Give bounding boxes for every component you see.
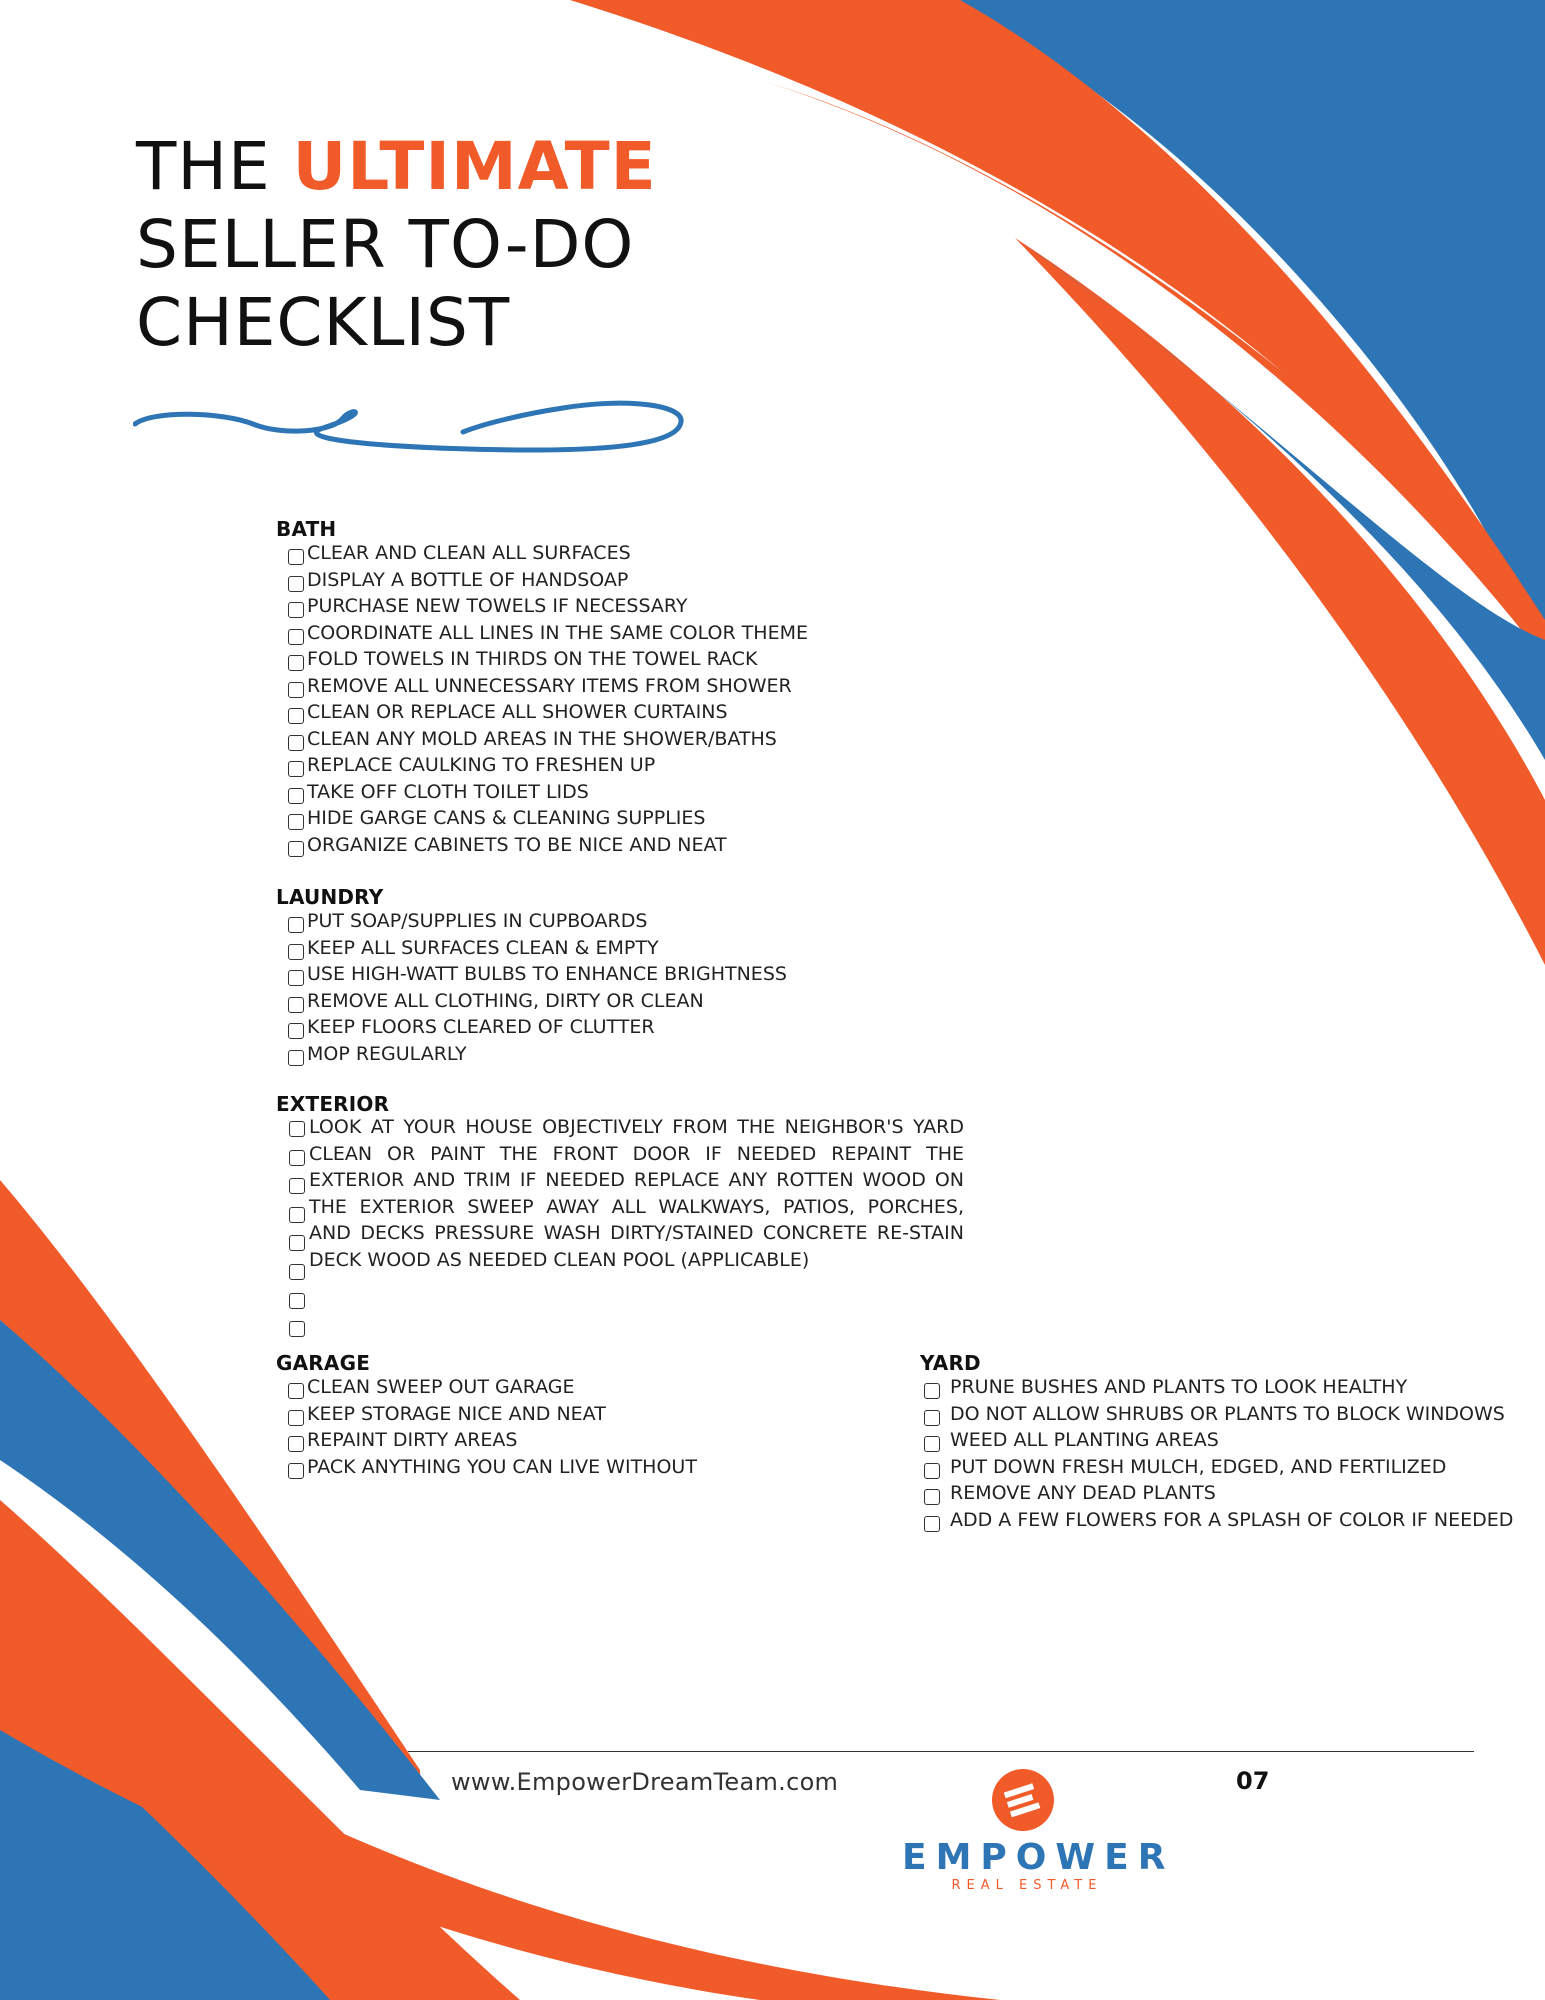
checklist-item-label: DO NOT ALLOW SHRUBS OR PLANTS TO BLOCK WINDOWS <box>950 1402 1505 1425</box>
empower-logo-icon <box>990 1767 1056 1833</box>
section-yard <box>920 1352 1513 1533</box>
checklist-item <box>276 673 808 700</box>
checklist-item-label: KEEP ALL SURFACES CLEAN & EMPTY <box>307 936 659 959</box>
checkbox[interactable] <box>289 1121 305 1137</box>
checklist-item-label: PUT DOWN FRESH MULCH, EDGED, AND FERTILIZED <box>950 1455 1447 1478</box>
logo-tagline: REAL ESTATE <box>951 1878 1103 1893</box>
checklist-item-label: COORDINATE ALL LINES IN THE SAME COLOR THEME <box>307 621 808 644</box>
checkbox[interactable] <box>288 602 304 618</box>
checklist-item <box>276 935 787 962</box>
checkbox[interactable] <box>288 708 304 724</box>
checklist-item <box>276 1041 787 1068</box>
checklist-item-label: CLEAR AND CLEAN ALL SURFACES <box>307 542 631 565</box>
checklist-item <box>920 1427 1513 1454</box>
checklist-item-label: USE HIGH-WATT BULBS TO ENHANCE BRIGHTNESS <box>307 963 787 986</box>
checkbox[interactable] <box>289 1235 305 1251</box>
checkbox[interactable] <box>288 944 304 960</box>
laundry-checklist <box>276 908 787 1067</box>
garage-checklist <box>276 1374 697 1480</box>
checkbox[interactable] <box>288 841 304 857</box>
checklist-item <box>276 832 808 859</box>
yard-heading: YARD <box>920 1351 981 1375</box>
checklist-item <box>276 988 787 1015</box>
footer-divider <box>408 1751 1474 1752</box>
checklist-item <box>276 540 808 567</box>
checklist-item <box>276 752 808 779</box>
bath-heading: BATH <box>276 517 337 541</box>
checklist-item-label: FOLD TOWELS IN THIRDS ON THE TOWEL RACK <box>307 648 758 671</box>
checklist-item-label: PURCHASE NEW TOWELS IF NECESSARY <box>307 595 688 618</box>
section-garage <box>276 1352 697 1480</box>
checklist-item-label: CLEAN OR REPLACE ALL SHOWER CURTAINS <box>307 701 728 724</box>
checklist-item-label: KEEP STORAGE NICE AND NEAT <box>307 1402 606 1425</box>
checklist-item-label: DISPLAY A BOTTLE OF HANDSOAP <box>307 568 629 591</box>
checklist-item <box>276 908 787 935</box>
checkbox[interactable] <box>288 576 304 592</box>
checklist-item-label: ADD A FEW FLOWERS FOR A SPLASH OF COLOR IF NEEDED <box>950 1508 1514 1531</box>
checklist-item-label: TAKE OFF CLOTH TOILET LIDS <box>307 780 589 803</box>
checklist-item <box>276 1401 697 1428</box>
bath-checklist <box>276 540 808 858</box>
checkbox[interactable] <box>288 997 304 1013</box>
checkbox[interactable] <box>288 1050 304 1066</box>
checkbox[interactable] <box>288 1436 304 1452</box>
checklist-item-label: KEEP FLOORS CLEARED OF CLUTTER <box>307 1016 655 1039</box>
checkbox[interactable] <box>289 1207 305 1223</box>
checklist-item <box>276 1454 697 1481</box>
checkbox[interactable] <box>924 1436 940 1452</box>
exterior-checkboxes <box>289 1121 305 1350</box>
checklist-item-label: REMOVE ANY DEAD PLANTS <box>950 1482 1216 1505</box>
checklist-item-label: HIDE GARGE CANS & CLEANING SUPPLIES <box>307 807 706 830</box>
checklist-item-label: CLEAN ANY MOLD AREAS IN THE SHOWER/BATHS <box>307 727 777 750</box>
checklist-item <box>276 805 808 832</box>
title-word-the: THE <box>136 128 271 205</box>
checklist-item-label: ORGANIZE CABINETS TO BE NICE AND NEAT <box>307 833 727 856</box>
checklist-item-label: REMOVE ALL CLOTHING, DIRTY OR CLEAN <box>307 989 704 1012</box>
checklist-item <box>920 1454 1513 1481</box>
checkbox[interactable] <box>289 1321 305 1337</box>
section-laundry <box>276 886 787 1067</box>
footer-url-link[interactable]: www.EmpowerDreamTeam.com <box>451 1768 839 1796</box>
checkbox[interactable] <box>288 814 304 830</box>
title-swash-decoration <box>133 392 685 466</box>
checkbox[interactable] <box>288 629 304 645</box>
checklist-item <box>276 620 808 647</box>
checkbox[interactable] <box>288 761 304 777</box>
checklist-item-label: REPAINT DIRTY AREAS <box>307 1429 518 1452</box>
checkbox[interactable] <box>288 1383 304 1399</box>
garage-heading: GARAGE <box>276 1351 371 1375</box>
title-line-2: SELLER TO-DO <box>136 206 635 283</box>
section-bath <box>276 518 808 858</box>
checklist-item <box>920 1507 1513 1534</box>
checklist-item <box>276 1374 697 1401</box>
section-exterior <box>276 1093 389 1115</box>
checkbox[interactable] <box>288 1463 304 1479</box>
checklist-item-label: PUT SOAP/SUPPLIES IN CUPBOARDS <box>307 910 648 933</box>
checkbox[interactable] <box>924 1463 940 1479</box>
checkbox[interactable] <box>289 1178 305 1194</box>
checkbox[interactable] <box>288 970 304 986</box>
checkbox[interactable] <box>288 549 304 565</box>
checkbox[interactable] <box>288 655 304 671</box>
checkbox[interactable] <box>288 917 304 933</box>
checkbox[interactable] <box>924 1410 940 1426</box>
yard-checklist <box>920 1374 1513 1533</box>
title-line-3: CHECKLIST <box>136 284 511 361</box>
page-title <box>136 128 657 362</box>
checklist-item-label: MOP REGULARLY <box>307 1042 467 1065</box>
checklist-item-label: PRUNE BUSHES AND PLANTS TO LOOK HEALTHY <box>950 1376 1408 1399</box>
checklist-item-label: WEED ALL PLANTING AREAS <box>950 1429 1219 1452</box>
checklist-item-label: REPLACE CAULKING TO FRESHEN UP <box>307 754 656 777</box>
checklist-item-label: CLEAN SWEEP OUT GARAGE <box>307 1376 575 1399</box>
exterior-text: LOOK AT YOUR HOUSE OBJECTIVELY FROM THE NEIGHBOR'S YARD CLEAN OR PAINT THE FRONT DOOR IF NEEDED REPAINT THE EXTERIOR AND TRIM IF NEEDED REPLACE ANY ROTTEN WOOD ON THE EXTERIOR SWEEP AWAY ALL WALKWAYS, PATIOS, PORCHES, AND DECKS PRESSURE WASH DIRTY/STAINED CONCRETE RE-STAIN DECK WOOD AS NEEDED CLEAN POOL (APPLICABLE) <box>309 1116 964 1271</box>
checklist-item <box>276 1427 697 1454</box>
checklist-item <box>276 646 808 673</box>
checklist-item <box>276 567 808 594</box>
checkbox[interactable] <box>289 1293 305 1309</box>
checklist-item <box>276 961 787 988</box>
checklist-item <box>276 699 808 726</box>
checklist-item <box>276 779 808 806</box>
checkbox[interactable] <box>288 1410 304 1426</box>
exterior-heading: EXTERIOR <box>276 1092 390 1116</box>
checklist-item <box>276 1014 787 1041</box>
checkbox[interactable] <box>289 1264 305 1280</box>
checkbox[interactable] <box>289 1150 305 1166</box>
checklist-item-label: PACK ANYTHING YOU CAN LIVE WITHOUT <box>307 1455 697 1478</box>
checklist-item <box>920 1401 1513 1428</box>
checkbox[interactable] <box>924 1383 940 1399</box>
checkbox[interactable] <box>288 1023 304 1039</box>
page-number: 07 <box>1236 1767 1270 1795</box>
checkbox[interactable] <box>288 735 304 751</box>
checkbox[interactable] <box>288 788 304 804</box>
title-accent-ultimate: ULTIMATE <box>292 128 657 205</box>
checkbox[interactable] <box>924 1489 940 1505</box>
checkbox[interactable] <box>288 682 304 698</box>
logo-wordmark: EMPOWER <box>902 1837 1175 1878</box>
checklist-item-label: REMOVE ALL UNNECESSARY ITEMS FROM SHOWER <box>307 674 792 697</box>
laundry-heading: LAUNDRY <box>276 885 384 909</box>
checklist-item <box>276 726 808 753</box>
checklist-item <box>920 1480 1513 1507</box>
checkbox[interactable] <box>924 1516 940 1532</box>
checklist-item <box>276 593 808 620</box>
checklist-item <box>920 1374 1513 1401</box>
